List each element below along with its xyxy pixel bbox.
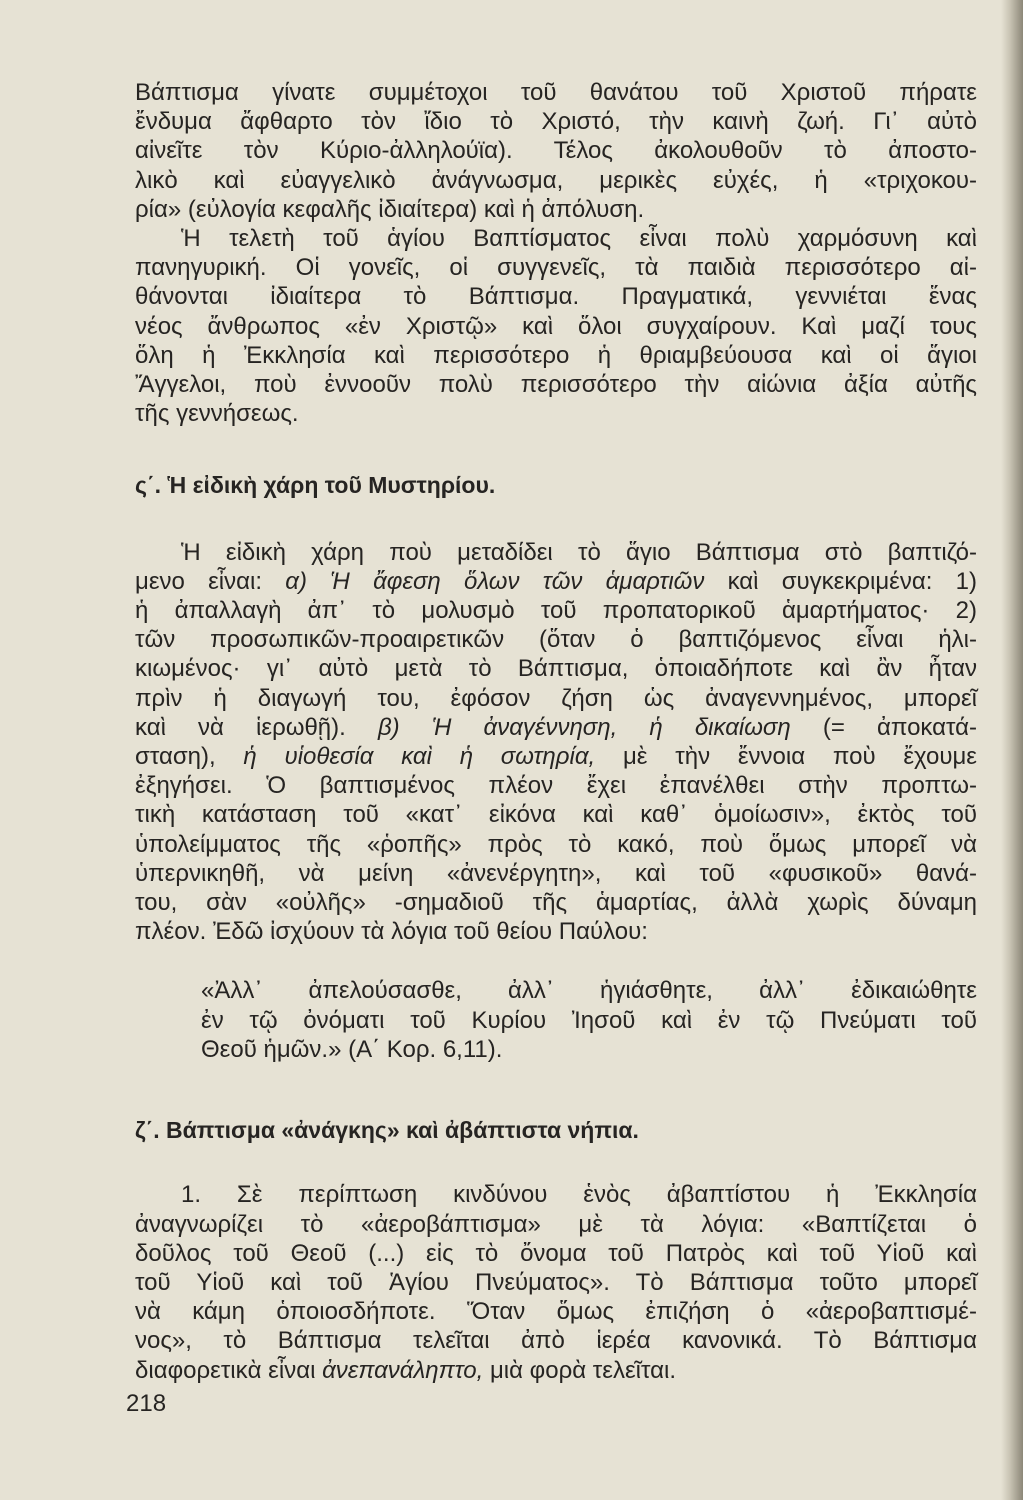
text-run: διαφορετικὰ εἶναι [135,1356,323,1384]
italic-run: ἡ υἱοθεσία καὶ ἡ σωτηρία, [243,743,596,771]
quote-line: Θεοῦ ἡμῶν.» (Α΄ Κορ. 6,11). [201,1035,503,1063]
quote-line: «Ἀλλ᾽ ἀπελούσασθε, ἀλλ᾽ ἡγιάσθητε, ἀλλ᾽ ἐδικαιώθητε [201,977,977,1005]
text-line: λικὸ καὶ εὐαγγελικὸ ἀνάγνωσμα, μερικὲς εὐχές, ἡ «τριχοκου- [135,166,977,194]
text-line: νὰ κάμη ὁποιοσδήποτε. Ὅταν ὅμως ἐπιζήση ὁ «ἀεροβαπτισμέ- [135,1298,977,1326]
text-line: του, σὰν «οὐλῆς» -σημαδιοῦ τῆς ἁμαρτίας, ἀλλὰ χωρὶς δύναμη [135,889,977,917]
text-line: Ἡ τελετὴ τοῦ ἁγίου Βαπτίσματος εἶναι πολὺ χαρμόσυνη καὶ [181,225,977,253]
text-line: ἔνδυμα ἄφθαρτο τὸν ἴδιο τὸ Χριστό, τὴν καινὴ ζωή. Γι᾽ αὐτὸ [135,108,977,136]
text-line: ὑπερνικηθῆ, νὰ μείνη «ἀνενέργητη», καὶ τοῦ «φυσικοῦ» θανά- [135,859,977,887]
paragraph-1 [135,78,977,224]
text-run: (= ἀποκατά- [790,713,977,741]
italic-run: ἀνεπανάληπτο, [322,1356,484,1384]
text-line: πλέον. Ἐδῶ ἰσχύουν τὰ λόγια τοῦ θείου Παύλου: [135,918,648,946]
text-line: τικὴ κατάσταση τοῦ «κατ᾽ εἰκόνα καὶ καθ᾽ ὁμοίωσιν», ἐκτὸς τοῦ [135,801,977,829]
text-line: πρὶν ἡ διαγωγή του, ἐφόσον ζήση ὡς ἀναγεννημένος, μπορεῖ [135,684,977,712]
text-run: καὶ νὰ ἱερωθῇ). [135,713,378,741]
text-run: σταση), [135,743,244,771]
text-column [135,78,977,1385]
text-run: μιὰ φορὰ τελεῖται. [483,1356,677,1384]
page-number: 218 [126,1390,167,1417]
page-edge-shadow [1001,0,1023,1500]
text-line [135,713,977,742]
text-line: τῆς γεννήσεως. [135,400,299,428]
text-line [135,1356,977,1385]
text-run: μὲ τὴν ἔννοια ποὺ ἔχουμε [595,743,977,771]
text-line: τοῦ Υἱοῦ καὶ τοῦ Ἁγίου Πνεύματος». Τὸ Βάπτισμα τοῦτο μπορεῖ [135,1268,977,1296]
text-run: μενο εἶναι: [135,567,286,595]
text-line: ρία» (εὐλογία κεφαλῆς ἰδιαίτερα) καὶ ἡ ἀπόλυση. [135,195,645,223]
text-line: νέος ἄνθρωπος «ἐν Χριστῷ» καὶ ὅλοι συγχαίρουν. Καὶ μαζί τους [135,312,977,340]
quote-line: ἐν τῷ ὀνόματι τοῦ Κυρίου Ἰησοῦ καὶ ἐν τῷ Πνεύματι τοῦ [201,1006,977,1034]
text-line: Βάπτισμα γίνατε συμμέτοχοι τοῦ θανάτου τοῦ Χριστοῦ πήρατε [135,79,977,106]
section-heading-stigma: ς΄. Ἡ εἰδικὴ χάρη τοῦ Μυστηρίου. [135,472,496,499]
paragraph-2 [135,224,977,428]
text-line: ἡ ἀπαλλαγὴ ἀπ᾽ τὸ μολυσμὸ τοῦ προπατορικοῦ ἁμαρτήματος· 2) [135,597,977,625]
text-line: νος», τὸ Βάπτισμα τελεῖται ἀπὸ ἱερέα κανονικά. Τὸ Βάπτισμα [135,1327,977,1355]
text-line: ἐξηγήσει. Ὁ βαπτισμένος πλέον ἔχει ἐπανέλθει στὴν προπτω- [135,772,977,800]
text-line: θάνονται ἰδιαίτερα τὸ Βάπτισμα. Πραγματικά, γεννιέται ἕνας [135,283,977,311]
italic-run: β) Ἡ ἀναγέννηση, ἡ δικαίωση [377,713,791,741]
text-line: ἀναγνωρίζει τὸ «ἀεροβάπτισμα» μὲ τὰ λόγια: «Βαπτίζεται ὁ [135,1210,977,1238]
text-line [135,567,977,596]
paragraph-3 [135,538,977,947]
text-line: Ἄγγελοι, ποὺ ἐννοοῦν πολὺ περισσότερο τὴν αἰώνια ἀξία αὐτῆς [135,371,977,399]
text-line: τῶν προσωπικῶν-προαιρετικῶν (ὅταν ὁ βαπτιζόμενος εἶναι ἡλι- [135,626,977,654]
text-line: 1. Σὲ περίπτωση κινδύνου ἑνὸς ἀβαπτίστου ἡ Ἐκκλησία [181,1181,977,1209]
text-line: ὅλη ἡ Ἐκκλησία καὶ περισσότερο ἡ θριαμβεύουσα καὶ οἱ ἅγιοι [135,341,977,369]
text-line: πανηγυρική. Οἱ γονεῖς, οἱ συγγενεῖς, τὰ παιδιὰ περισσότερο αἰ- [135,254,977,282]
italic-run: α) Ἡ ἄφεση ὅλων τῶν ἁμαρτιῶν [285,567,705,595]
text-line: κιωμένος· γι᾽ αὐτὸ μετὰ τὸ Βάπτισμα, ὁποιαδήποτε καὶ ἂν ἦταν [135,655,977,683]
text-line: αἰνεῖτε τὸν Κύριο-ἀλληλούϊα). Τέλος ἀκολουθοῦν τὸ ἀποστο- [135,137,977,165]
text-run: καὶ συγκεκριμένα: 1) [704,567,977,595]
section-heading-zeta: ζ΄. Βάπτισμα «ἀνάγκης» καὶ ἀβάπτιστα νήπια. [135,1117,639,1144]
scripture-quote [201,976,977,1064]
text-line: ὑπολείμματος τῆς «ῥοπῆς» πρὸς τὸ κακό, ποὺ ὅμως μπορεῖ νὰ [135,830,977,858]
text-line [135,742,977,771]
paragraph-4 [135,1180,977,1384]
text-line: δοῦλος τοῦ Θεοῦ (...) εἰς τὸ ὄνομα τοῦ Πατρὸς καὶ τοῦ Υἱοῦ καὶ [135,1239,977,1267]
text-line: Ἡ εἰδικὴ χάρη ποὺ μεταδίδει τὸ ἅγιο Βάπτισμα στὸ βαπτιζό- [181,538,977,566]
